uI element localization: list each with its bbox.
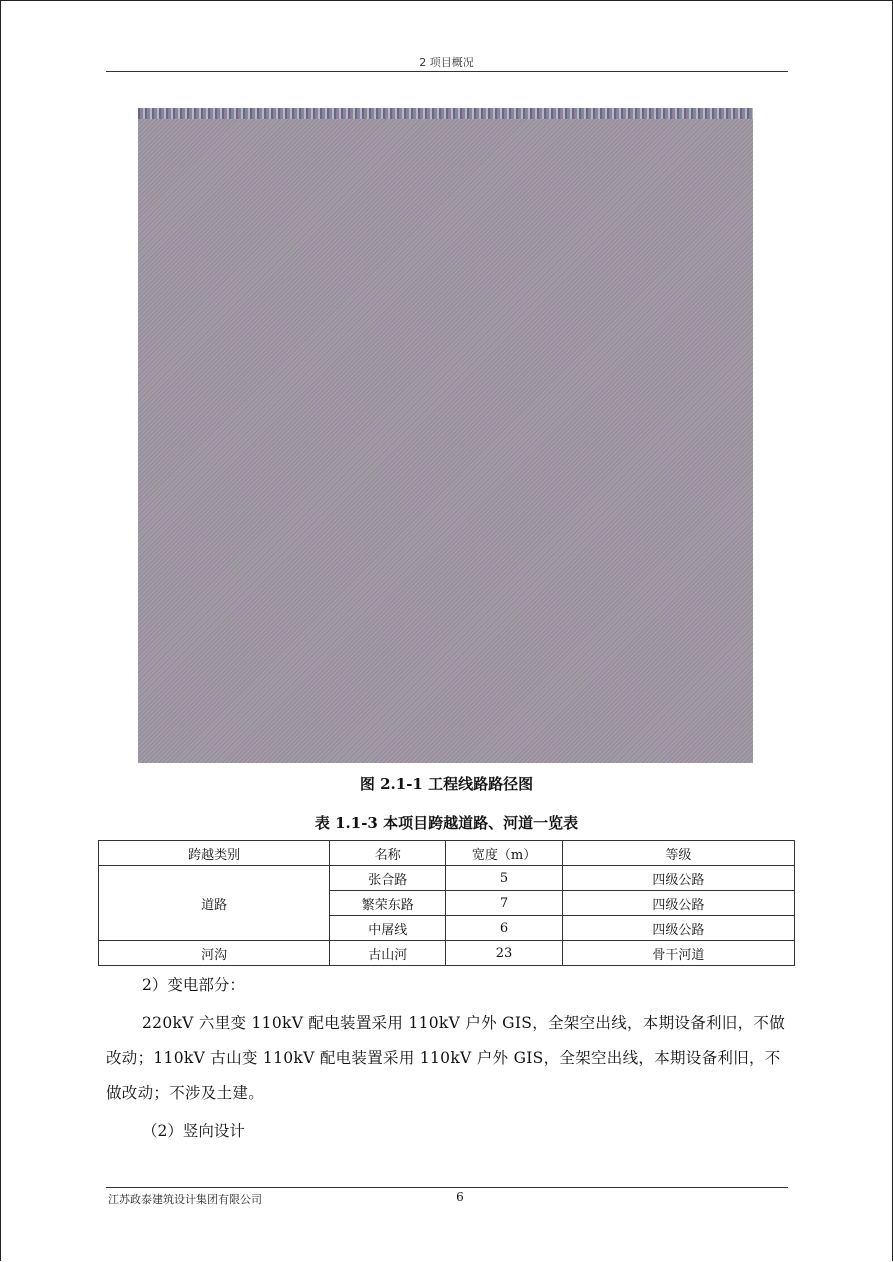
footer-company: 江苏政泰建筑设计集团有限公司 <box>108 1193 262 1206</box>
table-caption: 表 1.1-3 本项目跨越道路、河道一览表 <box>314 814 579 832</box>
column-header: 跨越类别 <box>99 841 330 866</box>
header-divider <box>106 71 788 72</box>
grade-cell: 四级公路 <box>562 866 794 891</box>
grade-cell: 骨干河道 <box>562 941 794 966</box>
footer-divider <box>106 1187 788 1188</box>
width-cell: 5 <box>446 866 562 891</box>
figure-caption: 图 2.1-1 工程线路路径图 <box>359 775 534 793</box>
route-map-image <box>138 108 753 763</box>
category-cell: 道路 <box>99 866 330 941</box>
width-cell: 23 <box>446 941 562 966</box>
table-header-row <box>99 841 795 866</box>
name-cell: 繁荣东路 <box>330 891 446 916</box>
table-row <box>99 941 795 966</box>
category-cell: 河沟 <box>99 941 330 966</box>
grade-cell: 四级公路 <box>562 891 794 916</box>
width-cell: 7 <box>446 891 562 916</box>
width-cell: 6 <box>446 916 562 941</box>
column-header: 宽度（m） <box>446 841 562 866</box>
route-map-image-top-band <box>138 108 753 119</box>
column-header: 名称 <box>330 841 446 866</box>
name-cell: 古山河 <box>330 941 446 966</box>
substation-paragraph: 220kV 六里变 110kV 配电装置采用 110kV 户外 GIS，全架空出线，本期设备利旧，不做改动；110kV 古山变 110kV 配电装置采用 110kV 户外 GIS，全架空出线，本期设备利旧，不做改动；不涉及土建。 <box>106 1014 785 1102</box>
name-cell: 中屠线 <box>330 916 446 941</box>
name-cell: 张合路 <box>330 866 446 891</box>
grade-cell: 四级公路 <box>562 916 794 941</box>
crossing-table <box>98 840 795 966</box>
substation-heading: 2）变电部分： <box>142 976 245 994</box>
page-number: 6 <box>456 1190 464 1204</box>
table-row <box>99 866 795 891</box>
vertical-design-heading: （2）竖向设计 <box>142 1122 245 1140</box>
running-header: 2 项目概况 <box>419 56 474 69</box>
column-header: 等级 <box>562 841 794 866</box>
